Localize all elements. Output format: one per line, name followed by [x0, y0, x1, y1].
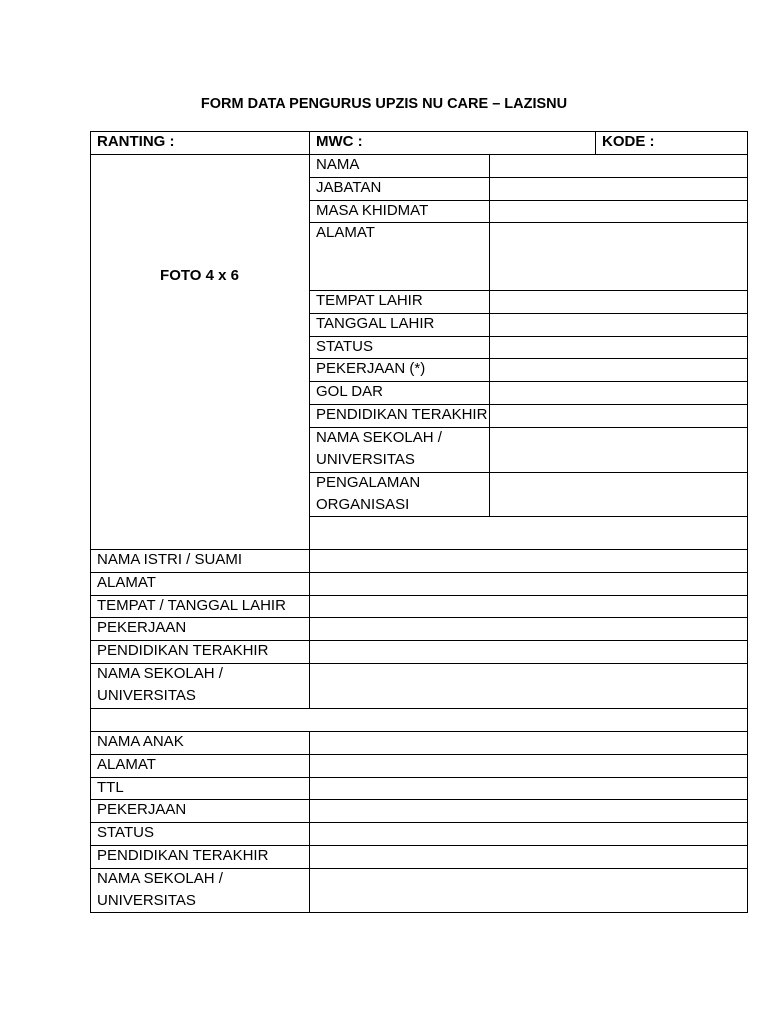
field-label-ttl-anak: TTL [97, 779, 124, 796]
mwc-label: MWC : [316, 133, 363, 150]
field-label-pendidikan-pasangan: PENDIDIKAN TERAKHIR [97, 642, 269, 659]
field-label-universitas: UNIVERSITAS [316, 451, 415, 468]
field-label-pengalaman: PENGALAMAN [316, 474, 421, 491]
form-title: FORM DATA PENGURUS UPZIS NU CARE – LAZISNU [200, 96, 568, 112]
row-divider [90, 731, 748, 732]
row-divider [90, 708, 748, 709]
field-label-alamat: ALAMAT [316, 224, 375, 241]
field-label-tanggal-lahir: TANGGAL LAHIR [316, 315, 435, 332]
field-label-universitas-anak: UNIVERSITAS [97, 892, 196, 909]
field-label-alamat-anak: ALAMAT [97, 756, 156, 773]
row-divider [90, 754, 748, 755]
row-divider [90, 799, 748, 800]
field-label-sekolah: NAMA SEKOLAH / [316, 429, 442, 446]
field-label-gol-dar: GOL DAR [316, 383, 383, 400]
field-label-status: STATUS [316, 338, 373, 355]
field-label-pekerjaan-anak: PEKERJAAN [97, 801, 187, 818]
field-label-jabatan: JABATAN [316, 179, 382, 196]
field-label-pekerjaan: PEKERJAAN (*) [316, 360, 426, 377]
field-label-alamat-pasangan: ALAMAT [97, 574, 156, 591]
field-label-pekerjaan-pasangan: PEKERJAAN [97, 619, 187, 636]
field-label-universitas-pasangan: UNIVERSITAS [97, 687, 196, 704]
row-divider [90, 777, 748, 778]
field-label-nama-anak: NAMA ANAK [97, 733, 184, 750]
column-divider [309, 731, 310, 912]
field-label-organisasi: ORGANISASI [316, 496, 410, 513]
ranting-label: RANTING : [97, 133, 175, 150]
field-label-pendidikan: PENDIDIKAN TERAKHIR [316, 406, 488, 423]
field-label-nama: NAMA [316, 156, 360, 173]
field-label-sekolah-anak: NAMA SEKOLAH / [97, 870, 223, 887]
form-table [90, 131, 748, 913]
field-label-masa-khidmat: MASA KHIDMAT [316, 202, 429, 219]
row-divider [90, 572, 748, 573]
field-label-status-anak: STATUS [97, 824, 154, 841]
field-label-ttl-pasangan: TEMPAT / TANGGAL LAHIR [97, 597, 286, 614]
row-divider [90, 154, 748, 155]
field-label-pendidikan-anak: PENDIDIKAN TERAKHIR [97, 847, 269, 864]
photo-placeholder: FOTO 4 x 6 [160, 267, 239, 284]
kode-label: KODE : [602, 133, 655, 150]
row-divider [309, 336, 748, 337]
field-label-nama-pasangan: NAMA ISTRI / SUAMI [97, 551, 243, 568]
row-divider [90, 822, 748, 823]
field-label-sekolah-pasangan: NAMA SEKOLAH / [97, 665, 223, 682]
column-divider [309, 131, 310, 708]
column-divider [595, 131, 596, 154]
field-label-tempat-lahir: TEMPAT LAHIR [316, 292, 423, 309]
column-divider [489, 154, 490, 516]
